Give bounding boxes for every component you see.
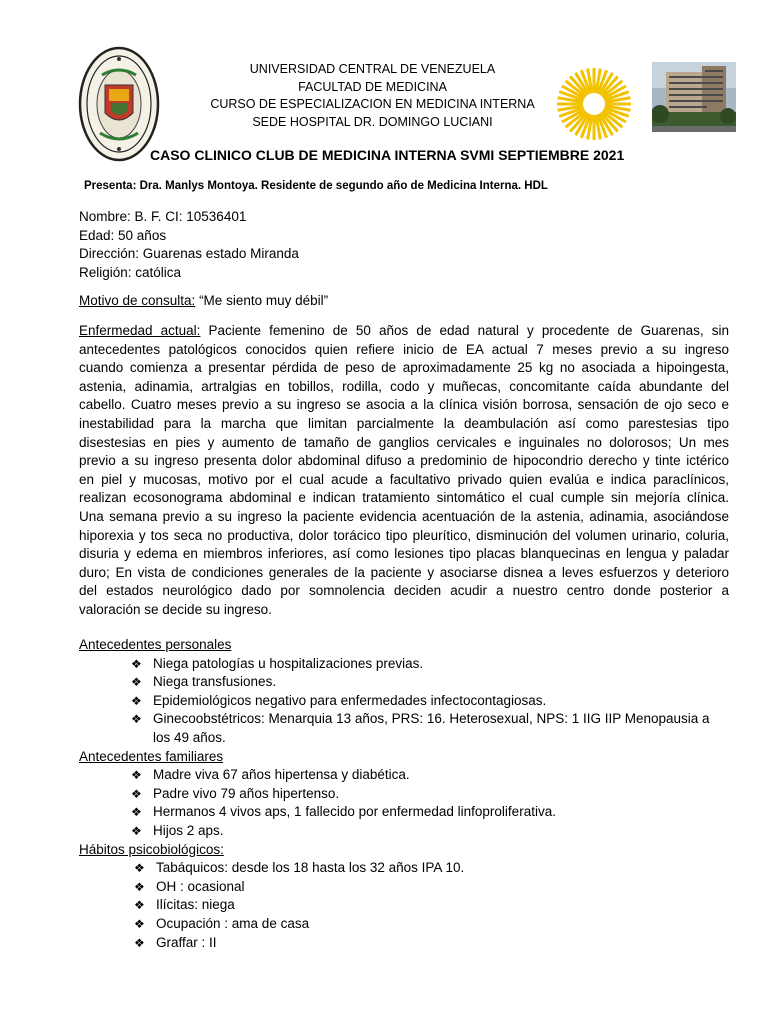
paragraph-line bbox=[79, 396, 729, 415]
paragraph-line-text: hiporexia y tos seca no productiva, dolor torácico tipo pleurítico, disminución del volumen urinario, coluria, bbox=[79, 527, 729, 543]
diamond-bullet-icon: ❖ bbox=[131, 823, 142, 838]
paragraph-line-text: cabello. Cuatro meses previo a su ingreso se asocia a la clínica visión borrosa, sensación de ojo seco e bbox=[79, 397, 729, 413]
paragraph-line bbox=[79, 341, 729, 360]
hospital-building-photo bbox=[652, 62, 736, 132]
paragraph-line-text: valoración se decide su ingreso. bbox=[79, 601, 272, 617]
habits-list bbox=[79, 859, 739, 952]
list-item bbox=[79, 673, 739, 692]
list-item bbox=[79, 934, 739, 953]
diamond-bullet-icon: ❖ bbox=[134, 879, 145, 894]
paragraph-line-text: Una semana previo a su ingreso la paciente evidencia acentuación de la astenia, adinamia, asociándose bbox=[79, 508, 729, 524]
habits-heading: Hábitos psicobiológicos: bbox=[79, 841, 224, 857]
personal-history-list bbox=[79, 655, 739, 729]
history-sections bbox=[79, 636, 739, 952]
list-item-text: Madre viva 67 años hipertensa y diabética. bbox=[153, 767, 410, 783]
list-item-text: OH : ocasional bbox=[156, 878, 245, 894]
presenter-line: Presenta: Dra. Manlys Montoya. Residente de segundo año de Medicina Interna. HDL bbox=[84, 180, 548, 192]
diamond-bullet-icon: ❖ bbox=[131, 656, 142, 671]
diamond-bullet-icon: ❖ bbox=[131, 786, 142, 801]
paragraph-line-text: disestesias en pies y aumento de tamaño de ganglios cervicales e inguinales no dolorosos; Un mes bbox=[79, 434, 729, 450]
family-history-list bbox=[79, 766, 739, 840]
header-faculty: FACULTAD DE MEDICINA bbox=[298, 79, 447, 94]
paragraph-line bbox=[79, 322, 729, 341]
family-history-heading: Antecedentes familiares bbox=[79, 748, 224, 764]
header-university: UNIVERSIDAD CENTRAL DE VENEZUELA bbox=[249, 62, 496, 76]
list-item-text: Ilícitas: niega bbox=[156, 897, 235, 913]
paragraph-line-text: en piel y mucosas, motivo por el cual acude a facultativo privado quien evalúa e indica paraclínicos, bbox=[79, 471, 729, 487]
diamond-bullet-icon: ❖ bbox=[131, 805, 142, 820]
patient-info bbox=[79, 208, 299, 282]
patient-name: Nombre: B. F. CI: 10536401 bbox=[79, 209, 247, 224]
paragraph-line bbox=[79, 601, 729, 620]
list-item bbox=[79, 655, 739, 674]
patient-age: Edad: 50 años bbox=[79, 227, 167, 243]
chief-complaint bbox=[79, 293, 328, 308]
list-item-text: Hermanos 4 vivos aps, 1 fallecido por enfermedad linfoproliferativa. bbox=[153, 804, 556, 820]
paragraph-line-text: disuria y edema en miembros inferiores, así como lesiones tipo placas blanquecinas en lengua y paladar bbox=[79, 546, 729, 562]
paragraph-line-text: previo a su ingreso presenta dolor abdominal difuso a predominio de hipocondrio derecho y tinte ictérico bbox=[79, 453, 729, 469]
list-item-text: Hijos 2 aps. bbox=[153, 822, 224, 838]
patient-address: Dirección: Guarenas estado Miranda bbox=[79, 246, 299, 261]
paragraph-line bbox=[79, 545, 729, 564]
paragraph-line bbox=[79, 434, 729, 453]
paragraph-line bbox=[79, 527, 729, 546]
paragraph-line bbox=[79, 359, 729, 378]
current-illness bbox=[79, 322, 729, 620]
header-course: CURSO DE ESPECIALIZACION EN MEDICINA INTERNA bbox=[210, 97, 535, 111]
list-item bbox=[79, 859, 739, 878]
paragraph-line-text: del estados neurológico dado por somnolencia deciden acudir a nuestro centro donde posterior a bbox=[79, 583, 729, 599]
list-item bbox=[79, 896, 739, 915]
header-hospital: SEDE HOSPITAL DR. DOMINGO LUCIANI bbox=[252, 114, 493, 129]
list-item-text: Graffar : II bbox=[156, 934, 217, 950]
paragraph-line bbox=[79, 415, 729, 434]
list-item bbox=[79, 785, 739, 804]
list-item bbox=[79, 692, 739, 711]
list-item-text: Padre vivo 79 años hipertenso. bbox=[153, 785, 340, 801]
sun-center bbox=[582, 92, 606, 116]
diamond-bullet-icon: ❖ bbox=[134, 916, 145, 931]
university-seal-logo bbox=[78, 45, 160, 163]
list-item bbox=[79, 710, 739, 729]
list-item bbox=[79, 766, 739, 785]
list-item-text: Ocupación : ama de casa bbox=[156, 915, 310, 931]
diamond-bullet-icon: ❖ bbox=[131, 675, 142, 690]
list-item bbox=[79, 803, 739, 822]
paragraph-line bbox=[79, 452, 729, 471]
paragraph-line bbox=[79, 564, 729, 583]
list-item-text: Epidemiológicos negativo para enfermedades infectocontagiosas. bbox=[153, 692, 547, 708]
patient-religion: Religión: católica bbox=[79, 264, 182, 280]
paragraph-line bbox=[79, 378, 729, 397]
case-title: CASO CLINICO CLUB DE MEDICINA INTERNA SVMI SEPTIEMBRE 2021 bbox=[150, 147, 625, 163]
institution-header bbox=[200, 61, 545, 131]
chief-complaint-text: “Me siento muy débil” bbox=[195, 293, 329, 308]
chief-complaint-label: Motivo de consulta: bbox=[79, 293, 196, 308]
paragraph-line-text: inestabilidad para la marcha que limitan parcialmente la deambulación así como parestesias tipo bbox=[79, 415, 729, 431]
personal-history-heading: Antecedentes personales bbox=[79, 637, 232, 652]
paragraph-line-text: cuando comienza a presentar pérdida de peso de aproximadamente 25 kg no asociada a hipoingesta, bbox=[79, 360, 729, 376]
paragraph-line-text: duro; En vista de condiciones generales de la paciente y asociarse disnea a leves esfuerzos y deterioro bbox=[79, 564, 729, 580]
paragraph-line bbox=[79, 508, 729, 527]
list-item-text: Tabáquicos: desde los 18 hasta los 32 años IPA 10. bbox=[156, 860, 465, 876]
paragraph-line-text: realizan ecosonograma abdominal e indican tratamiento sintomático el cual cumple sin mejoría clínica. bbox=[79, 490, 729, 506]
list-item-text: Niega transfusiones. bbox=[153, 674, 277, 690]
list-item bbox=[79, 822, 739, 841]
paragraph-line-text: Paciente femenino de 50 años de edad natural y procedente de Guarenas, sin bbox=[200, 323, 729, 338]
diamond-bullet-icon: ❖ bbox=[134, 898, 145, 913]
diamond-bullet-icon: ❖ bbox=[131, 693, 142, 708]
list-item-text: Niega patologías u hospitalizaciones previas. bbox=[153, 655, 424, 671]
list-item-text: Ginecoobstétricos: Menarquia 13 años, PRS: 16. Heterosexual, NPS: 1 IIG IIP Menopausia a bbox=[153, 711, 710, 727]
list-item bbox=[79, 878, 739, 897]
paragraph-line bbox=[79, 582, 729, 601]
paragraph-line-text: antecedentes patológicos conocidos quien refiere inicio de EA actual 7 meses previo a su ingreso bbox=[79, 341, 729, 357]
list-item-continuation: los 49 años. bbox=[153, 729, 226, 745]
diamond-bullet-icon: ❖ bbox=[134, 861, 145, 876]
list-item bbox=[79, 915, 739, 934]
sun-emblem-logo bbox=[555, 66, 633, 142]
paragraph-line-text: astenia, adinamia, artralgias en tobillos, rodilla, codo y muñecas, concomitante caída abundante del bbox=[79, 378, 729, 394]
paragraph-line bbox=[79, 471, 729, 490]
current-illness-label: Enfermedad actual: bbox=[79, 323, 201, 338]
diamond-bullet-icon: ❖ bbox=[131, 712, 142, 727]
diamond-bullet-icon: ❖ bbox=[131, 768, 142, 783]
diamond-bullet-icon: ❖ bbox=[134, 935, 145, 950]
paragraph-line bbox=[79, 489, 729, 508]
